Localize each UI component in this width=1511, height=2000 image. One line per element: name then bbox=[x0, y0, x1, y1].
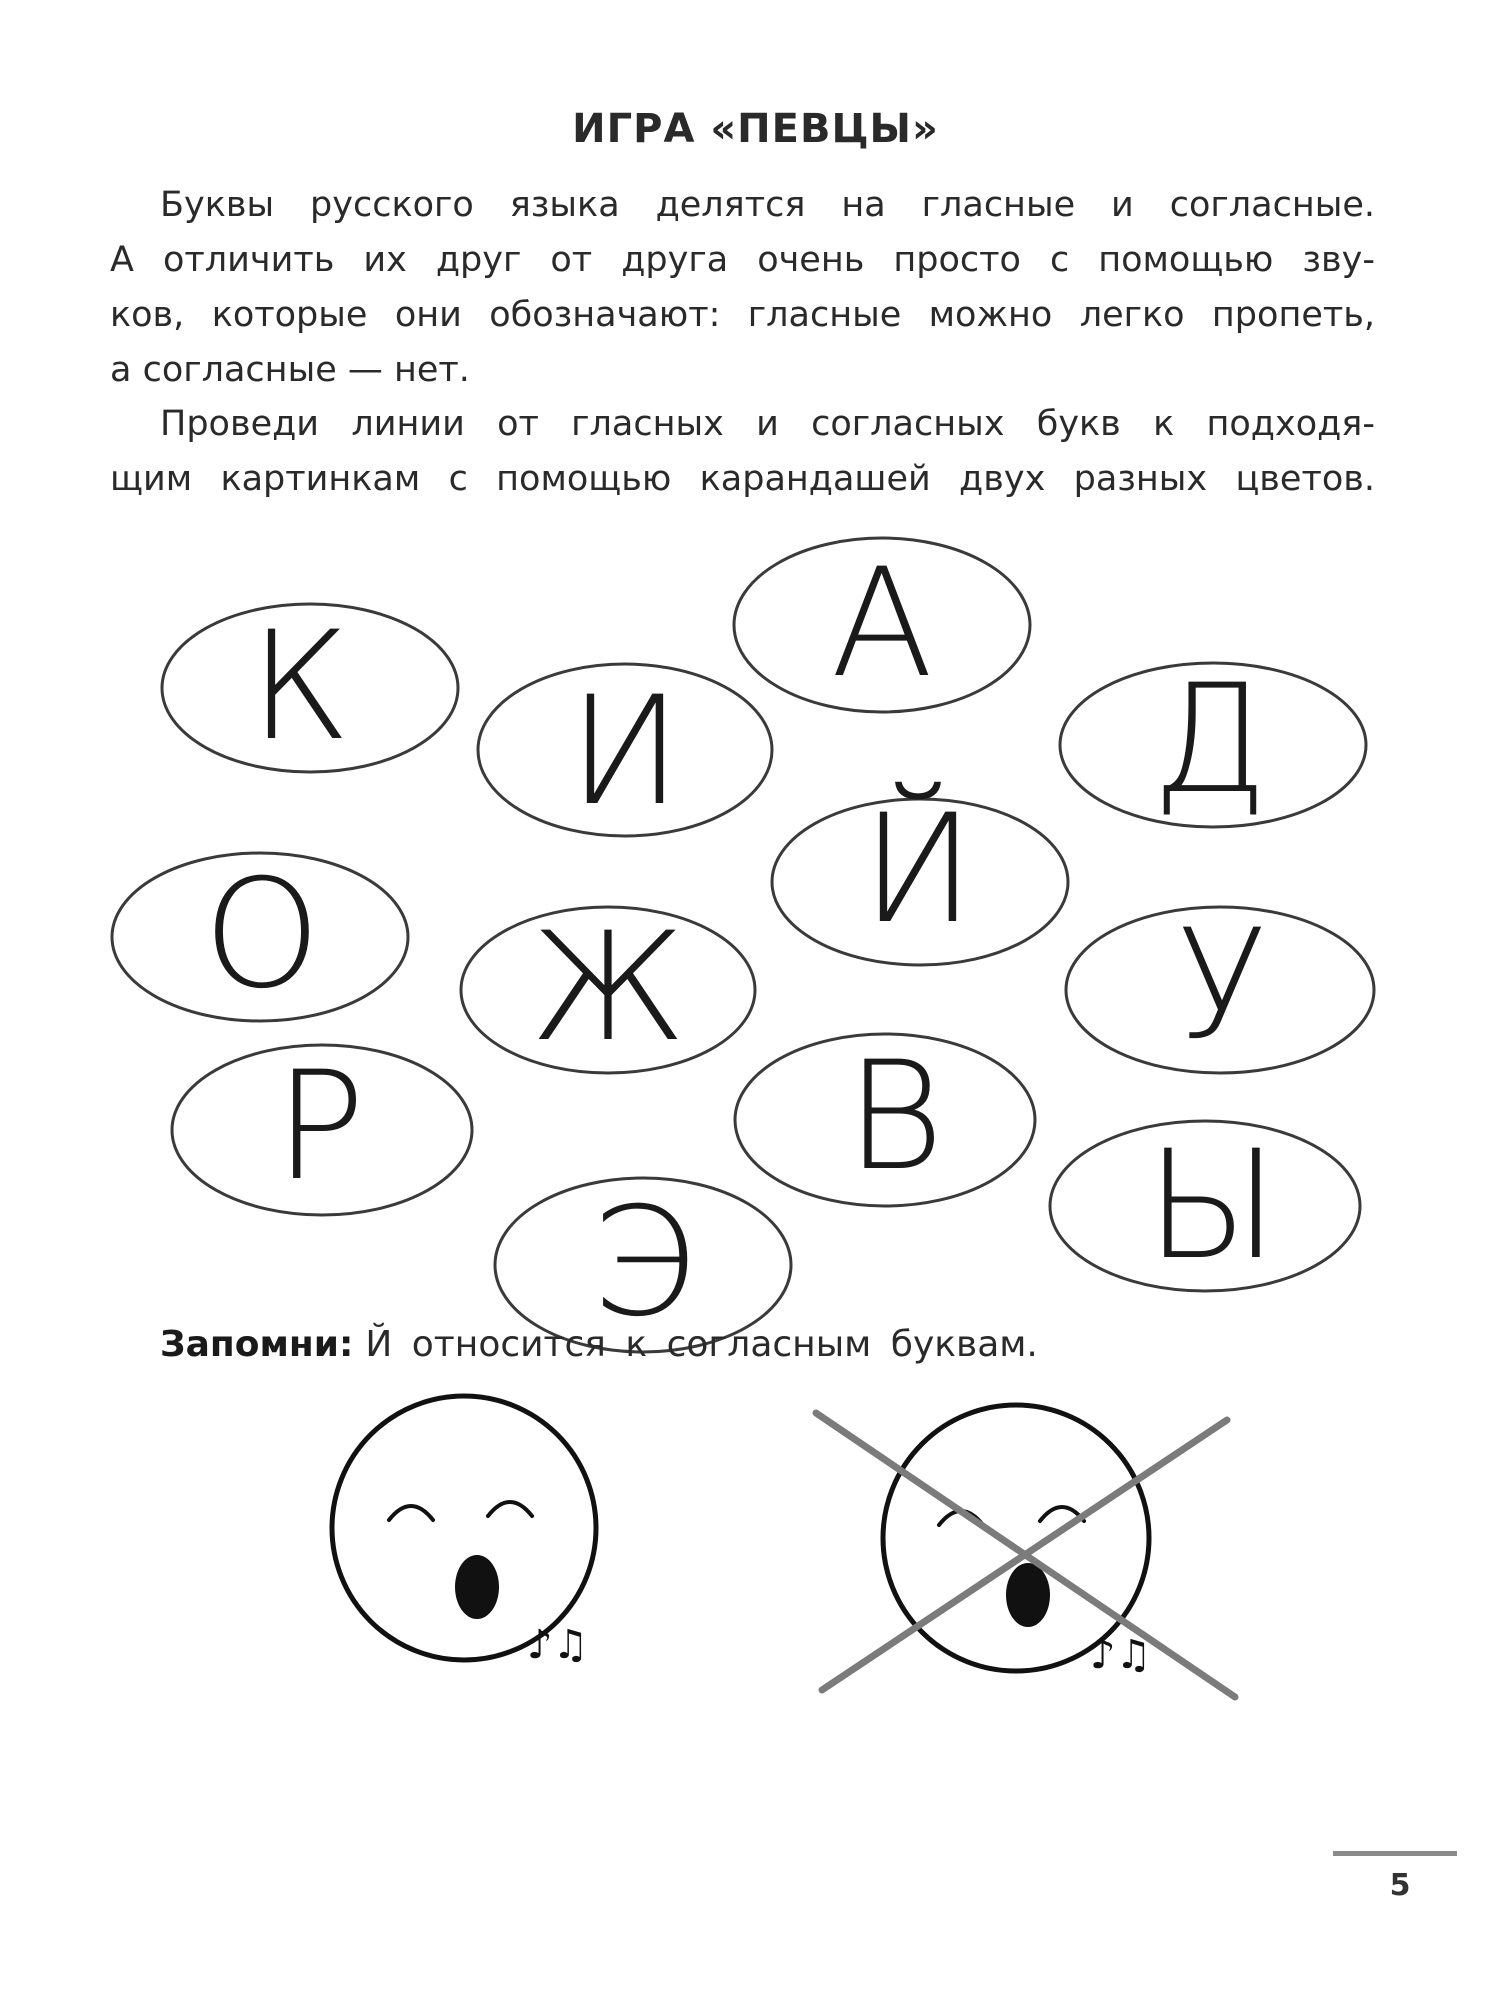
letter-bubble-y-hard[interactable] bbox=[1050, 1119, 1360, 1293]
letter-bubble-i[interactable] bbox=[478, 664, 772, 839]
letter-r: Р bbox=[274, 1040, 366, 1214]
remember-note bbox=[160, 1324, 1038, 1365]
letter-bubble-r[interactable] bbox=[172, 1040, 472, 1215]
letter-bubble-o[interactable] bbox=[112, 848, 408, 1022]
letter-k: К bbox=[249, 600, 351, 774]
intro-line-1: Буквы русского языка делятся на гласные и согласные. bbox=[160, 185, 1375, 225]
letter-bubble-k[interactable] bbox=[162, 600, 458, 774]
open-mouth-icon bbox=[1006, 1563, 1050, 1627]
letter-bubble-zh[interactable] bbox=[461, 901, 755, 1075]
page-number: 5 bbox=[1389, 1868, 1411, 1903]
letter-y-hard: Ы bbox=[1145, 1119, 1279, 1293]
letter-i: И bbox=[568, 665, 682, 839]
crossed-out-singing-face-icon[interactable] bbox=[816, 1405, 1235, 1697]
letter-bubble-d[interactable] bbox=[1060, 653, 1366, 827]
page-number-rule bbox=[1333, 1851, 1457, 1856]
remember-label: Запомни: bbox=[160, 1324, 354, 1365]
letter-v: В bbox=[845, 1030, 945, 1204]
letter-y-short: Й bbox=[861, 783, 975, 957]
letter-o: О bbox=[202, 848, 322, 1022]
intro-line-2: А отличить их друг от друга очень просто с помощью зву- bbox=[110, 240, 1375, 280]
intro-line-4: а согласные — нет. bbox=[110, 350, 470, 390]
open-mouth-icon bbox=[455, 1555, 499, 1619]
letter-u: У bbox=[1176, 898, 1268, 1072]
letter-e: Э bbox=[590, 1176, 696, 1350]
letter-zh: Ж bbox=[530, 901, 686, 1075]
letter-bubble-u[interactable] bbox=[1066, 898, 1374, 1073]
task-line-1: Проведи линии от гласных и согласных букв к подходя- bbox=[160, 404, 1375, 444]
letter-bubble-a[interactable] bbox=[734, 537, 1030, 712]
singing-face-icon[interactable] bbox=[332, 1396, 596, 1668]
remember-text: Й относится к согласным буквам. bbox=[365, 1324, 1038, 1365]
letter-d: Д bbox=[1151, 653, 1269, 827]
letter-bubble-y-short[interactable] bbox=[772, 782, 1068, 965]
letter-bubble-v[interactable] bbox=[735, 1030, 1035, 1206]
page-title: ИГРА «ПЕВЦЫ» bbox=[572, 106, 939, 152]
letter-a: А bbox=[830, 537, 934, 711]
task-line-2: щим картинкам с помощью карандашей двух разных цветов. bbox=[110, 459, 1375, 499]
music-notes-icon: ♪♫ bbox=[527, 1622, 589, 1668]
intro-line-3: ков, которые они обозначают: гласные можно легко пропеть, bbox=[110, 295, 1375, 335]
music-notes-icon: ♪♫ bbox=[1090, 1632, 1152, 1678]
